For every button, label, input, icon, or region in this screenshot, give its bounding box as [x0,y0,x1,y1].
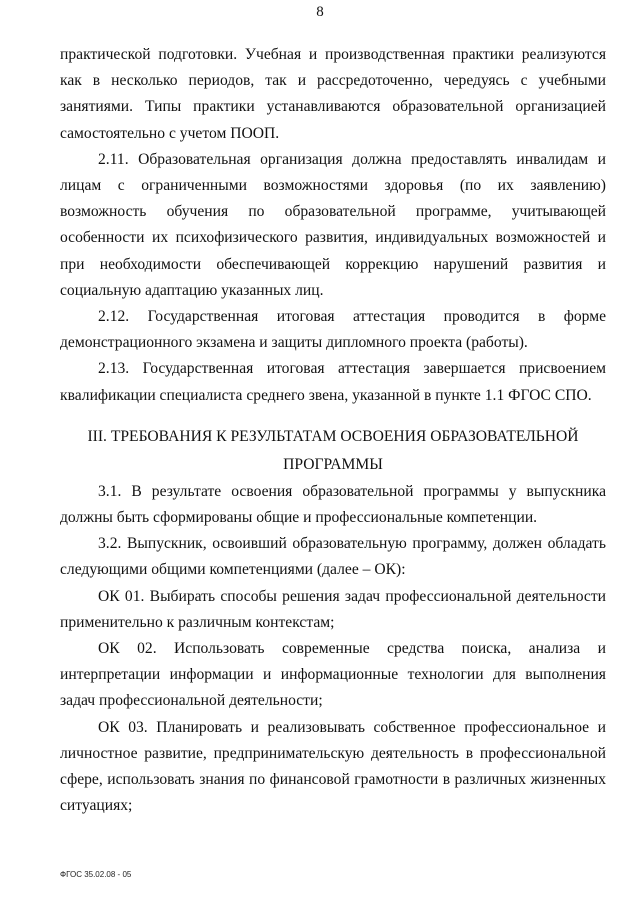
competency-ok-01: ОК 01. Выбирать способы решения задач профессиональной деятельности применительно к различным контекстам; [60,587,606,631]
paragraph-2-12: 2.12. Государственная итоговая аттестация проводится в форме демонстрационного экзамена и защиты дипломного проекта (работы). [60,308,606,352]
section-title-line-2: ПРОГРАММЫ [283,455,383,473]
document-body [60,42,606,819]
footer-code: ФГОС 35.02.08 - 05 [60,870,132,879]
competency-ok-02: ОК 02. Использовать современные средства поиска, анализа и интерпретации информации и информационные технологии для выполнения задач профессиональной деятельности; [60,640,606,710]
page-number: 8 [316,4,324,20]
section-title-line-1: III. ТРЕБОВАНИЯ К РЕЗУЛЬТАТАМ ОСВОЕНИЯ ОБРАЗОВАТЕЛЬНОЙ [87,427,579,445]
paragraph-2-11: 2.11. Образовательная организация должна предоставлять инвалидам и лицам с ограниченными возможностями здоровья (по их заявлению) возможность обучения по образовательной программе, учитывающей особенности их психофизического развития, индивидуальных возможностей и при необходимости обеспечивающей коррекцию нарушений развития и социальную адаптацию указанных лиц. [60,150,606,299]
paragraph-2-13: 2.13. Государственная итоговая аттестация завершается присвоением квалификации специалиста среднего звена, указанной в пункте 1.1 ФГОС СПО. [60,360,606,404]
paragraph-practice-continuation: практической подготовки. Учебная и производственная практики реализуются как в несколько периодов, так и рассредоточенно, чередуясь с учебными занятиями. Типы практики устанавливаются образовательной организацией самостоятельно с учетом ПООП. [60,46,606,142]
paragraph-3-1: 3.1. В результате освоения образовательной программы у выпускника должны быть сформированы общие и профессиональные компетенции. [60,482,606,527]
competency-ok-03: ОК 03. Планировать и реализовывать собственное профессиональное и личностное развитие, предпринимательскую деятельность в профессиональной сфере, использовать знания по финансовой грамотности в различных жизненных ситуациях; [60,718,606,815]
section-title [60,423,606,479]
paragraph-3-2: 3.2. Выпускник, освоивший образовательную программу, должен обладать следующими общими компетенциями (далее – ОК): [60,535,606,579]
